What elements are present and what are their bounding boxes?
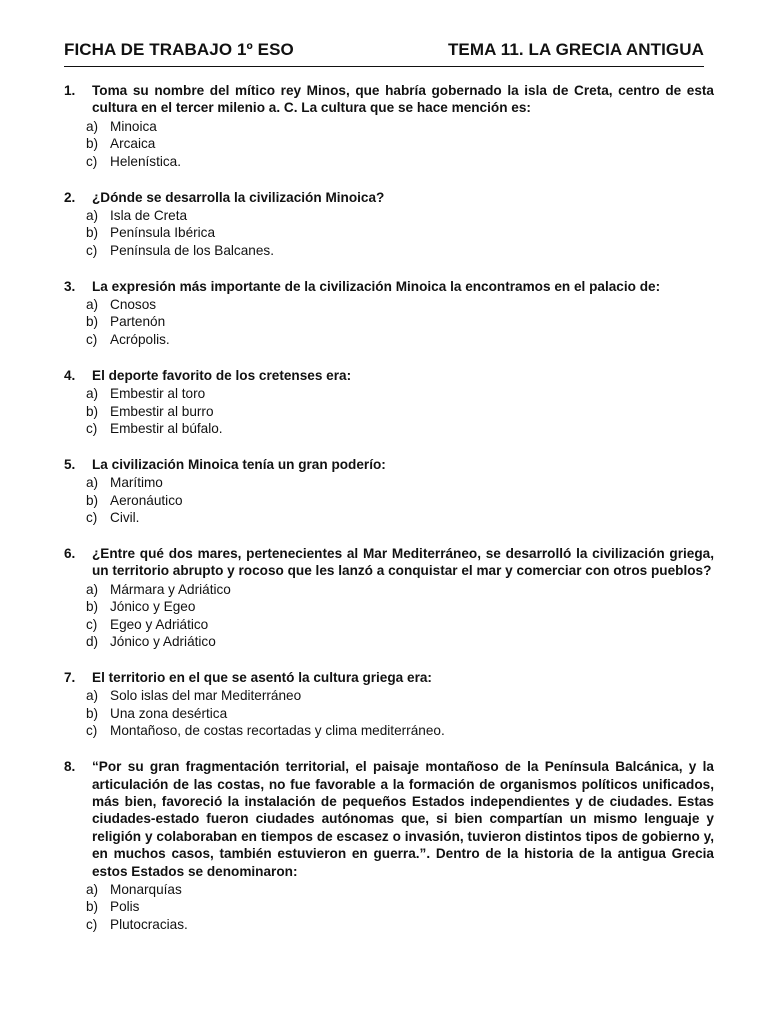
option-letter: b) <box>86 705 99 721</box>
question-text: Toma su nombre del mítico rey Minos, que habría gobernado la isla de Creta, centro de esta cultura en el tercer milenio a. C. La cultura que se hace mención es: <box>92 83 714 116</box>
answer-option <box>86 224 714 241</box>
worksheet-header <box>64 40 704 67</box>
question-number: 4. <box>64 367 76 383</box>
option-text: Solo islas del mar Mediterráneo <box>110 688 302 704</box>
option-letter: a) <box>86 581 99 597</box>
answer-option <box>86 135 714 152</box>
option-letter: a) <box>86 386 99 402</box>
option-text: Mármara y Adriático <box>110 581 231 597</box>
question-number: 8. <box>64 759 76 775</box>
question-list <box>64 82 714 952</box>
question-number: 2. <box>64 189 76 205</box>
worksheet-title: FICHA DE TRABAJO 1º ESO <box>64 40 294 59</box>
option-letter: b) <box>86 314 99 330</box>
option-letter: a) <box>86 475 99 491</box>
answer-option <box>86 474 714 491</box>
answer-option <box>86 153 714 170</box>
answer-option <box>86 687 714 704</box>
answer-option <box>86 633 714 650</box>
answer-option <box>86 705 714 722</box>
option-letter: c) <box>86 510 98 526</box>
option-text: Acrópolis. <box>110 331 170 347</box>
option-letter: a) <box>86 297 99 313</box>
answer-option <box>86 118 714 135</box>
question-text: El deporte favorito de los cretenses era: <box>92 367 352 383</box>
option-text: Jónico y Egeo <box>110 599 196 615</box>
question-statement <box>64 545 714 580</box>
option-text: Helenística. <box>110 153 182 169</box>
answer-option <box>86 509 714 526</box>
option-text: Embestir al burro <box>110 403 214 419</box>
option-letter: c) <box>86 153 98 169</box>
question-item <box>64 758 714 933</box>
question-statement <box>64 456 714 473</box>
option-text: Península Ibérica <box>110 225 216 241</box>
question-number: 5. <box>64 456 76 472</box>
question-number: 6. <box>64 546 76 562</box>
answer-options <box>64 474 714 526</box>
question-number: 3. <box>64 278 76 294</box>
option-letter: c) <box>86 723 98 739</box>
question-item <box>64 82 714 170</box>
option-text: Montañoso, de costas recortadas y clima mediterráneo. <box>110 723 445 739</box>
question-statement <box>64 367 714 384</box>
option-text: Embestir al búfalo. <box>110 421 223 436</box>
option-text: Civil. <box>110 510 140 526</box>
answer-options <box>64 118 714 170</box>
option-letter: a) <box>86 118 99 134</box>
answer-option <box>86 207 714 224</box>
question-statement <box>64 189 714 206</box>
option-letter: b) <box>86 492 99 508</box>
option-letter: c) <box>86 242 98 258</box>
question-statement <box>64 669 714 686</box>
option-letter: b) <box>86 225 99 241</box>
option-letter: c) <box>86 421 98 436</box>
option-text: Egeo y Adriático <box>110 616 209 632</box>
answer-option <box>86 898 714 915</box>
option-letter: b) <box>86 136 99 152</box>
answer-option <box>86 385 714 402</box>
question-text: ¿Entre qué dos mares, pertenecientes al Mar Mediterráneo, se desarrolló la civilización griega, un territorio abrupto y rocoso que les lanzó a conquistar el mar y comerciar con otros pueblos? <box>92 546 714 579</box>
answer-option <box>86 420 714 437</box>
question-item <box>64 278 714 349</box>
answer-options <box>64 687 714 739</box>
option-text: Partenón <box>110 314 166 330</box>
answer-option <box>86 492 714 509</box>
answer-option <box>86 616 714 633</box>
question-statement <box>64 278 714 295</box>
option-letter: b) <box>86 899 99 915</box>
question-number: 7. <box>64 669 76 685</box>
question-text: La civilización Minoica tenía un gran poderío: <box>92 456 386 472</box>
question-item <box>64 367 714 438</box>
answer-options <box>64 581 714 651</box>
option-letter: d) <box>86 634 99 650</box>
answer-options <box>64 296 714 348</box>
answer-option <box>86 403 714 420</box>
question-number: 1. <box>64 83 76 98</box>
option-text: Cnosos <box>110 297 157 313</box>
option-letter: a) <box>86 688 99 704</box>
option-text: Plutocracias. <box>110 916 188 932</box>
option-text: Aeronáutico <box>110 492 183 508</box>
option-text: Monarquías <box>110 881 182 897</box>
option-letter: c) <box>86 616 98 632</box>
answer-option <box>86 916 714 933</box>
answer-option <box>86 722 714 739</box>
question-text: El territorio en el que se asentó la cultura griega era: <box>92 669 432 685</box>
question-text: “Por su gran fragmentación territorial, el paisaje montañoso de la Península Balcánica, y la articulación de las costas, no fue favorable a la formación de organismos políticos unificados, más bien, favoreció la instalación de pequeños Estados independientes y de ciudades. Estas ciudades-estado fueron ciudades autónomas que, si bien compartían un mismo lenguaje y religión y colaboraban en tiempos de escasez o invasión, tuvieron distintos tipos de gobierno y, en muchos casos, también estuvieron en guerra.”. Dentro de la historia de la antigua Grecia estos Estados se denominaron: <box>92 759 714 879</box>
question-item <box>64 669 714 740</box>
option-text: Isla de Creta <box>110 207 188 223</box>
option-letter: b) <box>86 403 99 419</box>
answer-option <box>86 313 714 330</box>
question-statement <box>64 82 714 117</box>
question-statement <box>64 758 714 880</box>
option-text: Península de los Balcanes. <box>110 242 274 258</box>
question-text: ¿Dónde se desarrolla la civilización Minoica? <box>92 189 385 205</box>
option-text: Marítimo <box>110 475 163 491</box>
answer-option <box>86 242 714 259</box>
option-text: Minoica <box>110 118 157 134</box>
option-letter: c) <box>86 916 98 932</box>
question-item <box>64 189 714 260</box>
answer-option <box>86 598 714 615</box>
option-text: Una zona desértica <box>110 705 228 721</box>
option-text: Embestir al toro <box>110 386 206 402</box>
option-text: Jónico y Adriático <box>110 634 216 650</box>
answer-options <box>64 881 714 933</box>
answer-option <box>86 881 714 898</box>
question-item <box>64 545 714 650</box>
answer-option <box>86 296 714 313</box>
answer-option <box>86 331 714 348</box>
answer-option <box>86 581 714 598</box>
question-text: La expresión más importante de la civilización Minoica la encontramos en el palacio de: <box>92 278 661 294</box>
question-item <box>64 456 714 527</box>
option-letter: b) <box>86 599 99 615</box>
option-letter: c) <box>86 331 98 347</box>
option-letter: a) <box>86 207 99 223</box>
answer-options <box>64 385 714 437</box>
answer-options <box>64 207 714 259</box>
option-text: Arcaica <box>110 136 156 152</box>
topic-title: TEMA 11. LA GRECIA ANTIGUA <box>447 40 704 59</box>
option-letter: a) <box>86 881 99 897</box>
option-text: Polis <box>110 899 140 915</box>
